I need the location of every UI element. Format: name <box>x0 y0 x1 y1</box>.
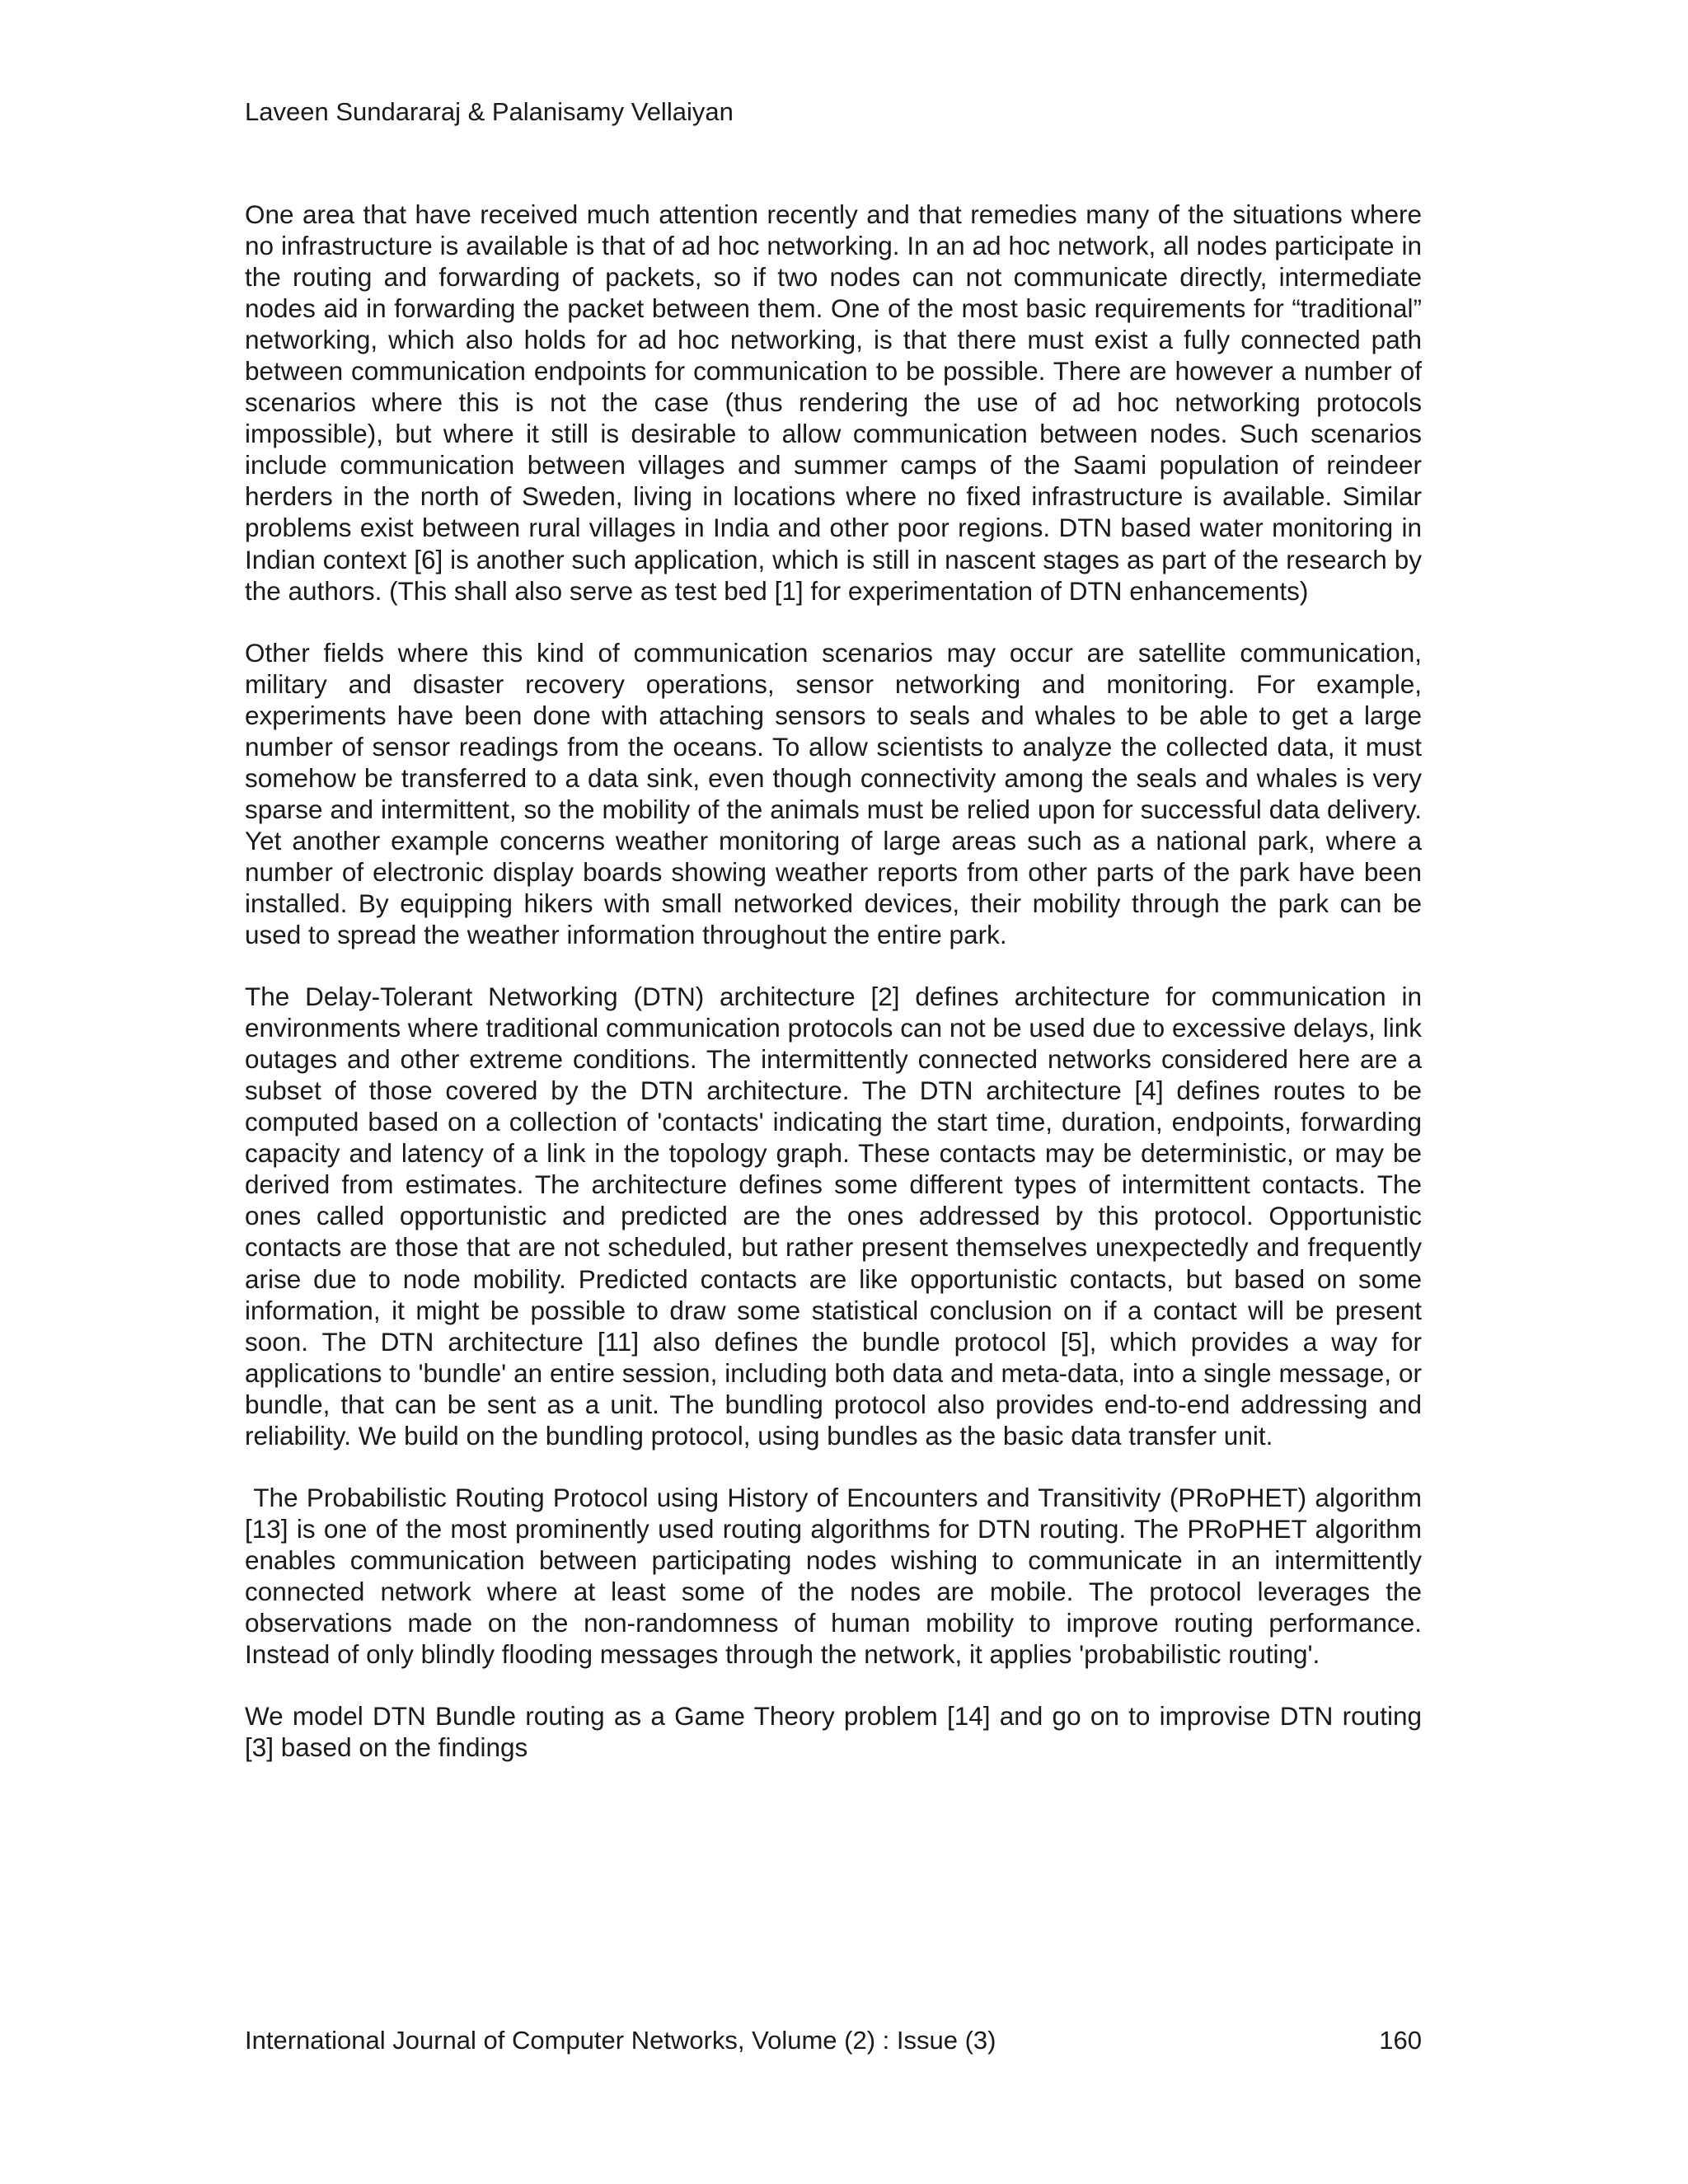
paragraph-dtn-architecture: The Delay-Tolerant Networking (DTN) architecture [2] defines architecture for communication in environments where traditional communication protocols can not be used due to excessive delays, link outages and other extreme conditions. The intermittently connected networks considered here are a subset of those covered by the DTN architecture. The DTN architecture [4] defines routes to be computed based on a collection of 'contacts' indicating the start time, duration, endpoints, forwarding capacity and latency of a link in the topology graph. These contacts may be deterministic, or may be derived from estimates. The architecture defines some different types of intermittent contacts. The ones called opportunistic and predicted are the ones addressed by this protocol. Opportunistic contacts are those that are not scheduled, but rather present themselves unexpectedly and frequently arise due to node mobility. Predicted contacts are like opportunistic contacts, but based on some information, it might be possible to draw some statistical conclusion on if a contact will be present soon. The DTN architecture [11] also defines the bundle protocol [5], which provides a way for applications to 'bundle' an entire session, including both data and meta-data, into a single message, or bundle, that can be sent as a unit. The bundling protocol also provides end-to-end addressing and reliability. We build on the bundling protocol, using bundles as the basic data transfer unit. <box>245 982 1422 1451</box>
body-text <box>245 199 1422 1793</box>
paragraph-prophet: The Probabilistic Routing Protocol using History of Encounters and Transitivity (PRoPHET) algorithm [13] is one of the most prominently used routing algorithms for DTN routing. The PRoPHET algorithm enables communication between participating nodes wishing to communicate in an intermittently connected network where at least some of the nodes are mobile. The protocol leverages the observations made on the non-randomness of human mobility to improve routing performance. Instead of only blindly flooding messages through the network, it applies 'probabilistic routing'. <box>245 1482 1422 1670</box>
paragraph-ad-hoc-networking: One area that have received much attention recently and that remedies many of the situations where no infrastructure is available is that of ad hoc networking. In an ad hoc network, all nodes participate in the routing and forwarding of packets, so if two nodes can not communicate directly, intermediate nodes aid in forwarding the packet between them. One of the most basic requirements for “traditional” networking, which also holds for ad hoc networking, is that there must exist a fully connected path between communication endpoints for communication to be possible. There are however a number of scenarios where this is not the case (thus rendering the use of ad hoc networking protocols impossible), but where it still is desirable to allow communication between nodes. Such scenarios include communication between villages and summer camps of the Saami population of reindeer herders in the north of Sweden, living in locations where no fixed infrastructure is available. Similar problems exist between rural villages in India and other poor regions. DTN based water monitoring in Indian context [6] is another such application, which is still in nascent stages as part of the research by the authors. (This shall also serve as test bed [1] for experimentation of DTN enhancements) <box>245 199 1422 606</box>
footer-journal-name: International Journal of Computer Networks, Volume (2) : Issue (3) <box>245 2026 996 2055</box>
page-footer <box>245 2026 1422 2055</box>
paragraph-game-theory: We model DTN Bundle routing as a Game Theory problem [14] and go on to improvise DTN routing [3] based on the findings <box>245 1701 1422 1763</box>
paragraph-other-fields: Other fields where this kind of communication scenarios may occur are satellite communication, military and disaster recovery operations, sensor networking and monitoring. For example, experiments have been done with attaching sensors to seals and whales to be able to get a large number of sensor readings from the oceans. To allow scientists to analyze the collected data, it must somehow be transferred to a data sink, even though connectivity among the seals and whales is very sparse and intermittent, so the mobility of the animals must be relied upon for successful data delivery. Yet another example concerns weather monitoring of large areas such as a national park, where a number of electronic display boards showing weather reports from other parts of the park have been installed. By equipping hikers with small networked devices, their mobility through the park can be used to spread the weather information throughout the entire park. <box>245 637 1422 950</box>
footer-page-number: 160 <box>1379 2026 1422 2055</box>
running-head-authors: Laveen Sundararaj & Palanisamy Vellaiyan <box>245 97 734 126</box>
